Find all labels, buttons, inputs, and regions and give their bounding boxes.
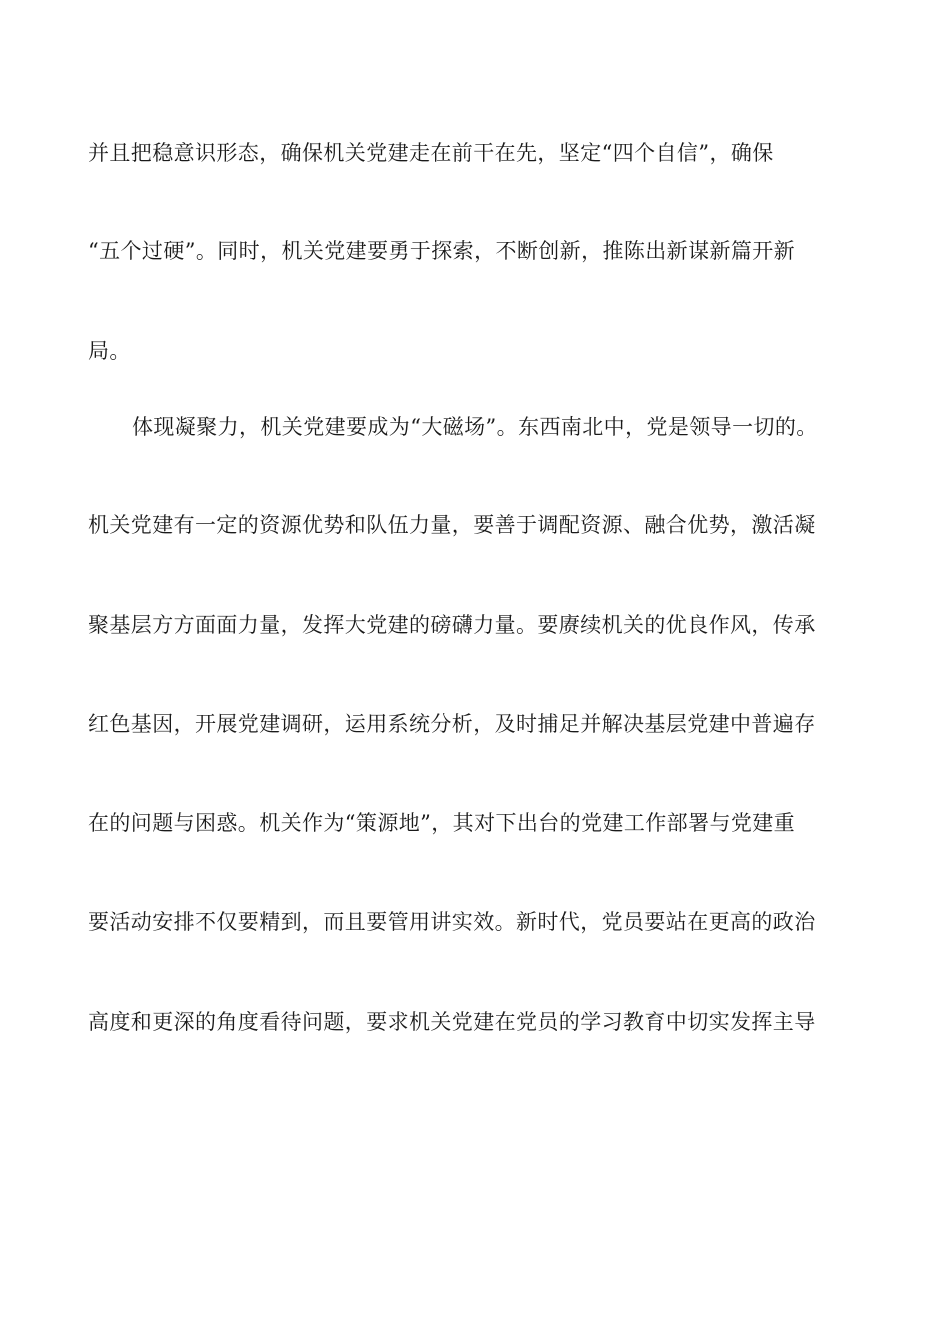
text-line: “五个过硬”。同时，机关党建要勇于探索，不断创新，推陈出新谋新篇开新: [88, 239, 796, 263]
paragraph-first-line: 体现凝聚力，机关党建要成为“大磁场”。东西南北中，党是领导一切的。: [132, 415, 818, 439]
text-line: 聚基层方方面面力量，发挥大党建的磅礴力量。要赓续机关的优良作风，传承: [88, 613, 816, 637]
text-line: 红色基因，开展党建调研，运用系统分析，及时捕足并解决基层党建中普遍存: [88, 712, 816, 736]
text-line: 要活动安排不仅要精到，而且要管用讲实效。新时代，党员要站在更高的政治: [88, 910, 816, 934]
text-line: 在的问题与困惑。机关作为“策源地”，其对下出台的党建工作部署与党建重: [88, 811, 796, 835]
text-line: 机关党建有一定的资源优势和队伍力量，要善于调配资源、融合优势，激活凝: [88, 513, 816, 537]
text-line: 高度和更深的角度看待问题，要求机关党建在党员的学习教育中切实发挥主导: [88, 1010, 816, 1034]
text-line: 并且把稳意识形态，确保机关党建走在前干在先，坚定“四个自信”，确保: [88, 141, 774, 165]
text-line: 局。: [88, 339, 131, 363]
